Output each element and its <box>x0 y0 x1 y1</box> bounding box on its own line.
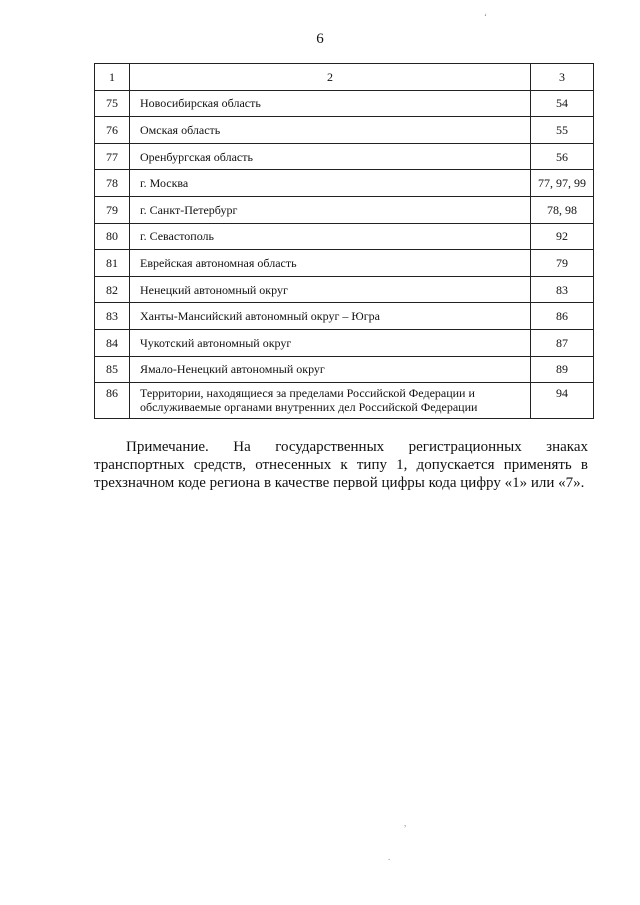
row-region-code: 89 <box>531 356 594 383</box>
row-region-name: Еврейская автономная область <box>130 250 531 277</box>
table-row <box>95 303 594 330</box>
row-region-name: Территории, находящиеся за пределами Российской Федерации и обслуживаемые органами внутренних дел Российской Федерации <box>130 383 531 419</box>
row-number: 80 <box>95 223 130 250</box>
scan-speck: , <box>404 818 407 828</box>
row-number: 84 <box>95 329 130 356</box>
regions-table <box>94 63 594 419</box>
row-region-code: 78, 98 <box>531 196 594 223</box>
row-region-name: г. Севастополь <box>130 223 531 250</box>
row-region-name: Оренбургская область <box>130 143 531 170</box>
row-region-code: 86 <box>531 303 594 330</box>
row-number: 76 <box>95 117 130 144</box>
row-region-name: Омская область <box>130 117 531 144</box>
row-number: 82 <box>95 276 130 303</box>
row-number: 85 <box>95 356 130 383</box>
column-header-name: 2 <box>130 64 531 91</box>
row-number: 77 <box>95 143 130 170</box>
footnote-paragraph: Примечание. На государственных регистрационных знаках транспортных средств, отнесенных к типу 1, допускается применять в трехзначном коде региона в качестве первой цифры кода цифру «1» или «7». <box>94 439 588 491</box>
row-region-code: 92 <box>531 223 594 250</box>
row-number: 86 <box>95 383 130 419</box>
column-header-number: 1 <box>95 64 130 91</box>
row-region-code: 87 <box>531 329 594 356</box>
row-number: 78 <box>95 170 130 197</box>
row-region-name: Ханты-Мансийский автономный округ – Югра <box>130 303 531 330</box>
table-row <box>95 329 594 356</box>
table-row <box>95 250 594 277</box>
row-number: 79 <box>95 196 130 223</box>
row-region-name: г. Санкт-Петербург <box>130 196 531 223</box>
row-region-code: 54 <box>531 90 594 117</box>
row-region-code: 77, 97, 99 <box>531 170 594 197</box>
row-number: 75 <box>95 90 130 117</box>
row-region-code: 94 <box>531 383 594 419</box>
table-row <box>95 143 594 170</box>
column-header-code: 3 <box>531 64 594 91</box>
table-row <box>95 276 594 303</box>
table-row <box>95 196 594 223</box>
row-region-name: г. Москва <box>130 170 531 197</box>
row-region-code: 83 <box>531 276 594 303</box>
row-region-name: Чукотский автономный округ <box>130 329 531 356</box>
row-region-name: Ненецкий автономный округ <box>130 276 531 303</box>
table-row <box>95 170 594 197</box>
row-number: 81 <box>95 250 130 277</box>
row-number: 83 <box>95 303 130 330</box>
row-region-code: 55 <box>531 117 594 144</box>
row-region-code: 56 <box>531 143 594 170</box>
scan-speck: . <box>388 852 391 862</box>
table-row <box>95 383 594 419</box>
table-row <box>95 90 594 117</box>
table-row <box>95 117 594 144</box>
table-row <box>95 356 594 383</box>
table-row <box>95 223 594 250</box>
row-region-name: Новосибирская область <box>130 90 531 117</box>
row-region-name: Ямало-Ненецкий автономный округ <box>130 356 531 383</box>
page-number: 6 <box>316 31 324 47</box>
table-header-row <box>95 64 594 91</box>
scan-speck: ‘ <box>484 12 487 22</box>
row-region-code: 79 <box>531 250 594 277</box>
